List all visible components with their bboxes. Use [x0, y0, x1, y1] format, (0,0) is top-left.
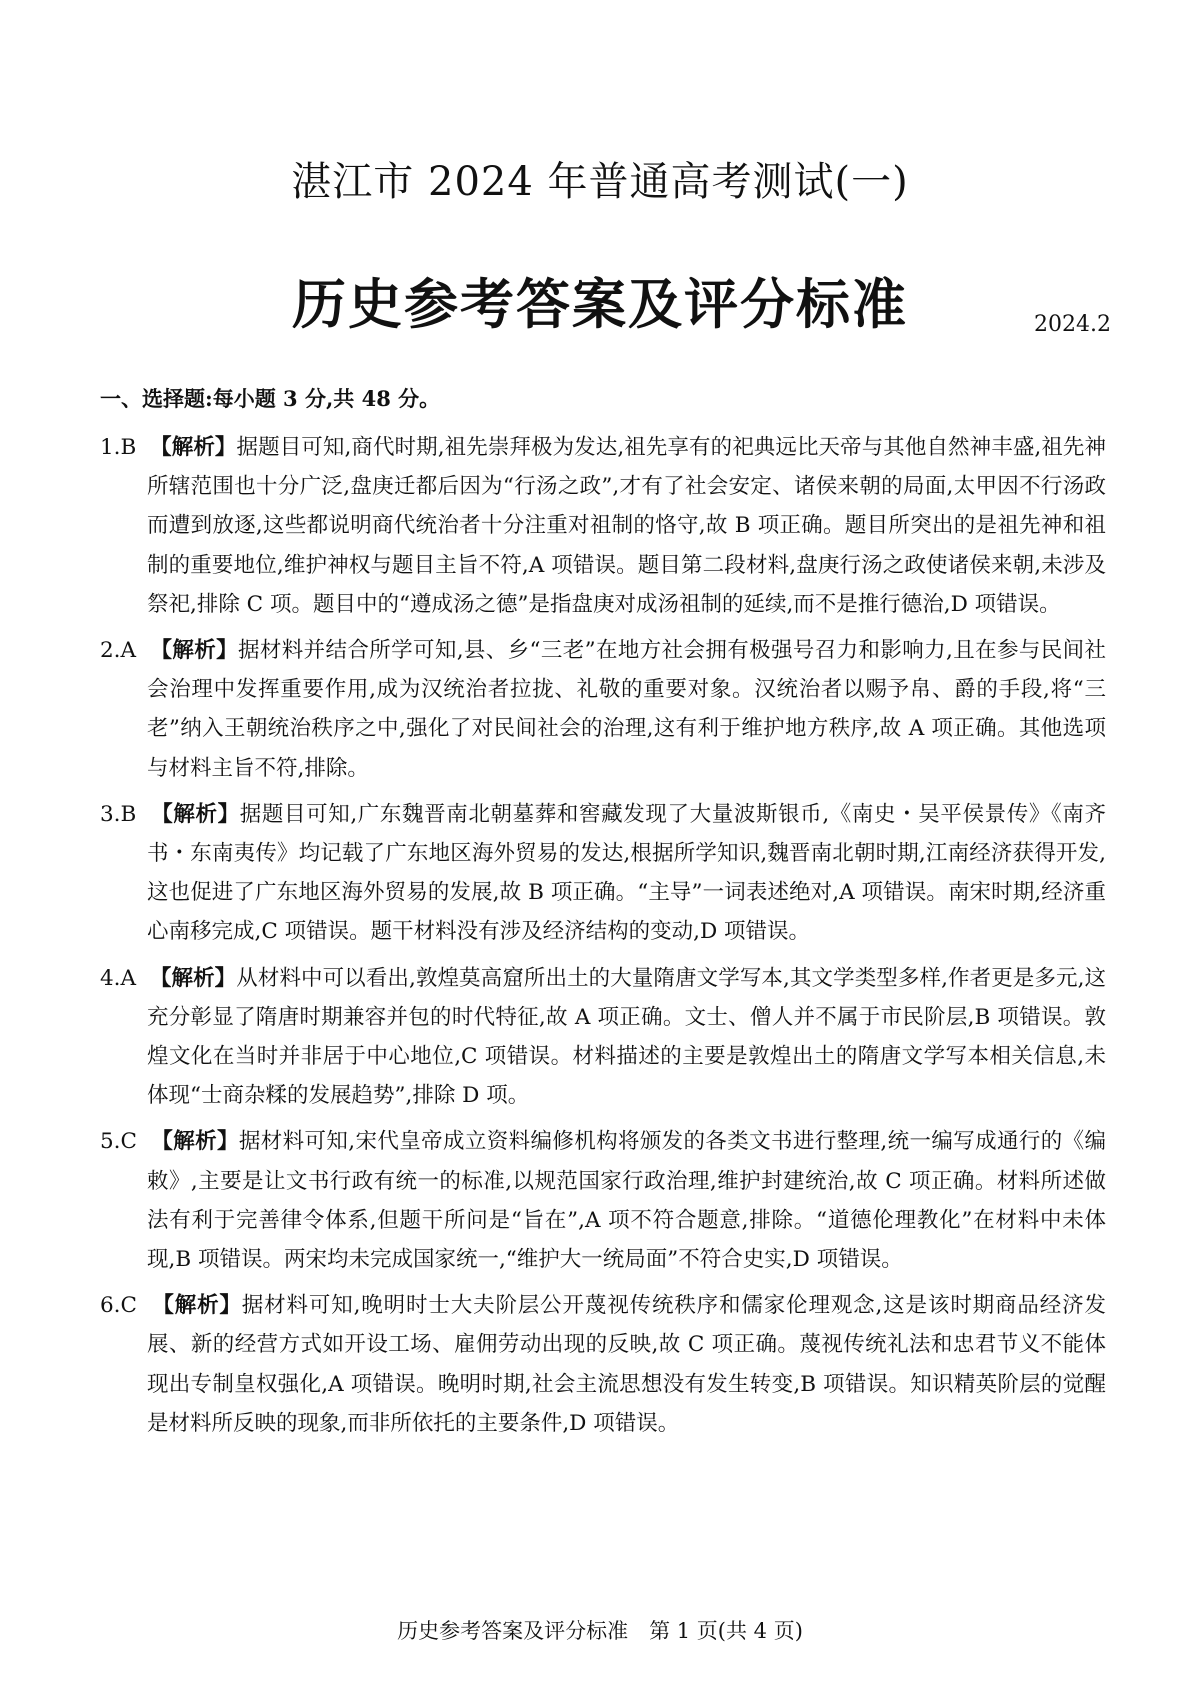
- answer-item-3: [100, 795, 1106, 952]
- answer-number: 1.B: [100, 435, 137, 460]
- answer-list: [100, 428, 1106, 1450]
- answer-number: 6.C: [100, 1293, 137, 1319]
- answer-number: 4.A: [100, 965, 137, 991]
- analysis-tag: 【解析】: [150, 638, 238, 664]
- answer-number: 5.C: [100, 1129, 137, 1155]
- answer-text: 据材料并结合所学可知,县、乡“三老”在地方社会拥有极强号召力和影响力,且在参与民间社会治理中发挥重要作用,成为汉统治者拉拢、礼敬的重要对象。汉统治者以赐予帛、爵的手段,将“三老”纳入王朝统治秩序之中,强化了对民间社会的治理,这有利于维护地方秩序,故 A 项正确。其他选项与材料主旨不符,排除。: [147, 638, 1106, 781]
- answer-text: 据题目可知,商代时期,祖先崇拜极为发达,祖先享有的祀典远比天帝与其他自然神丰盛,祖先神所辖范围也十分广泛,盘庚迁都后因为“行汤之政”,才有了社会安定、诸侯来朝的局面,太甲因不行汤政而遭到放逐,这些都说明商代统治者十分注重对祖制的恪守,故 B 项正确。题目所突出的是祖先神和祖制的重要地位,维护神权与题目主旨不符,A 项错误。题目第二段材料,盘庚行汤之政使诸侯来朝,未涉及祭祀,排除 C 项。题目中的“遵成汤之德”是指盘庚对成汤祖制的延续,而不是推行德治,D 项错误。: [147, 435, 1106, 617]
- section-heading: 一、选择题:每小题 3 分,共 48 分。: [100, 386, 441, 411]
- answer-number: 3.B: [100, 801, 137, 827]
- answer-item-6: [100, 1286, 1106, 1443]
- page-footer: 历史参考答案及评分标准 第 1 页(共 4 页): [397, 1619, 803, 1643]
- document-subtitle: 历史参考答案及评分标准: [292, 272, 908, 336]
- analysis-tag: 【解析】: [151, 1129, 239, 1155]
- exam-title: 湛江市 2024 年普通高考测试(一): [291, 159, 909, 205]
- answer-text: 从材料中可以看出,敦煌莫高窟所出土的大量隋唐文学写本,其文学类型多样,作者更是多元,这充分彰显了隋唐时期兼容并包的时代特征,故 A 项正确。文士、僧人并不属于市民阶层,B 项错误。敦煌文化在当时并非居于中心地位,C 项错误。材料描述的主要是敦煌出土的隋唐文学写本相关信息,未体现“士商杂糅的发展趋势”,排除 D 项。: [147, 965, 1106, 1109]
- answer-text: 据题目可知,广东魏晋南北朝墓葬和窖藏发现了大量波斯银币,《南史・吴平侯景传》《南齐书・东南夷传》均记载了广东地区海外贸易的发达,根据所学知识,魏晋南北朝时期,江南经济获得开发,这也促进了广东地区海外贸易的发展,故 B 项正确。“主导”一词表述绝对,A 项错误。南宋时期,经济重心南移完成,C 项错误。题干材料没有涉及经济结构的变动,D 项错误。: [147, 801, 1106, 945]
- answer-item-2: [100, 631, 1106, 788]
- document-date: 2024.2: [1034, 312, 1111, 337]
- answer-item-4: [100, 959, 1106, 1116]
- analysis-tag: 【解析】: [151, 801, 240, 827]
- analysis-tag: 【解析】: [152, 1293, 242, 1319]
- answer-number: 2.A: [100, 638, 137, 664]
- analysis-tag: 【解析】: [149, 965, 237, 991]
- analysis-tag: 【解析】: [150, 435, 237, 460]
- answer-item-1: [100, 428, 1106, 624]
- answer-text: 据材料可知,晚明时士大夫阶层公开蔑视传统秩序和儒家伦理观念,这是该时期商品经济发展、新的经营方式如开设工场、雇佣劳动出现的反映,故 C 项正确。蔑视传统礼法和忠君节义不能体现出专制皇权强化,A 项错误。晚明时期,社会主流思想没有发生转变,B 项错误。知识精英阶层的觉醒是材料所反映的现象,而非所依托的主要条件,D 项错误。: [147, 1293, 1106, 1436]
- answer-item-5: [100, 1122, 1106, 1279]
- answer-text: 据材料可知,宋代皇帝成立资料编修机构将颁发的各类文书进行整理,统一编写成通行的《编敕》,主要是让文书行政有统一的标准,以规范国家行政治理,维护封建统治,故 C 项正确。材料所述做法有利于完善律令体系,但题干所问是“旨在”,A 项不符合题意,排除。“道德伦理教化”在材料中未体现,B 项错误。两宋均未完成国家统一,“维护大一统局面”不符合史实,D 项错误。: [147, 1129, 1106, 1273]
